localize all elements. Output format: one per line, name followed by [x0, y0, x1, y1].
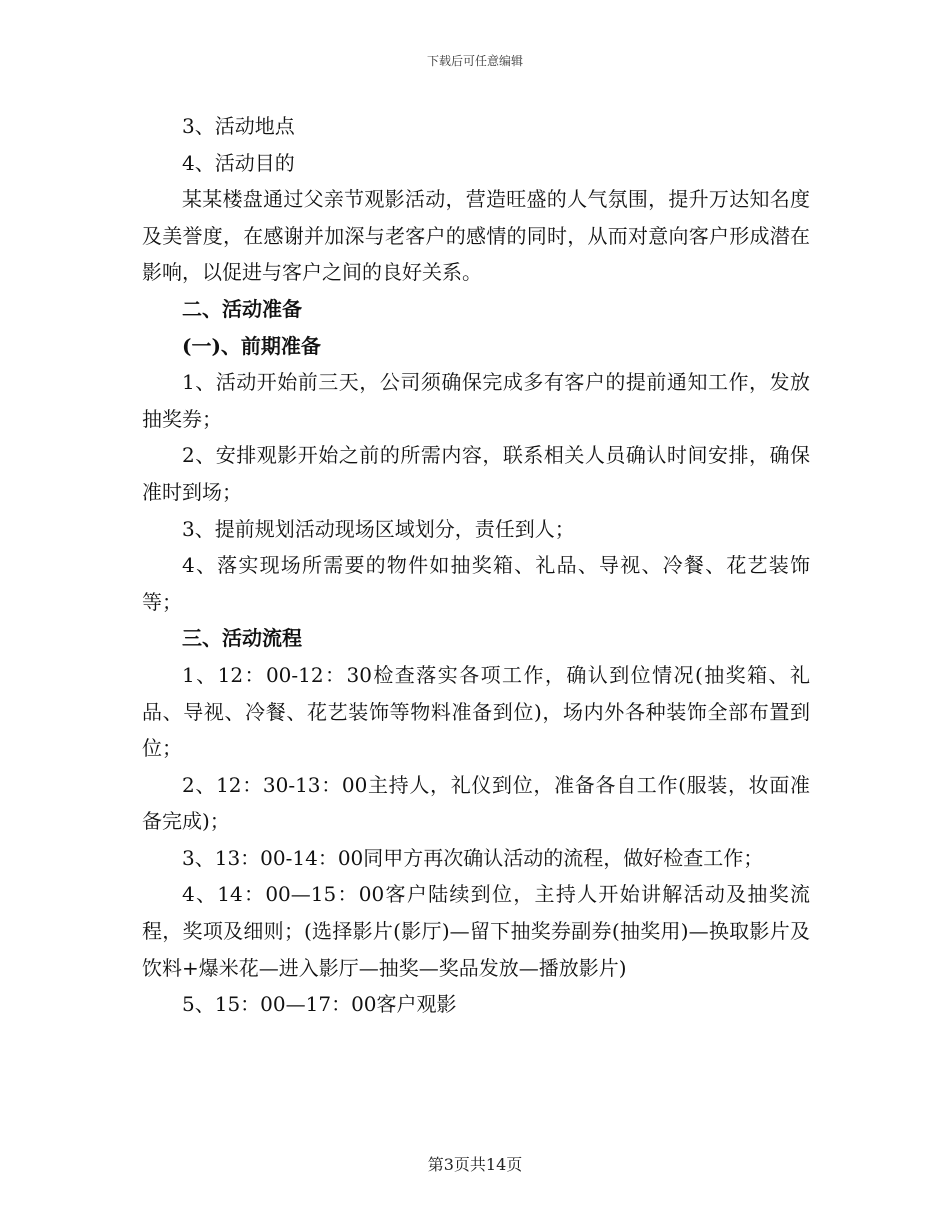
process-item-4: 4、14：00—15：00客户陆续到位，主持人开始讲解活动及抽奖流程，奖项及细则；(选择影片(影厅)—留下抽奖券副券(抽奖用)—换取影片及饮料+爆米花—进入影厅—抽奖—奖品发放—播放影片)	[142, 882, 810, 980]
subsection-heading-early-preparation: (一)、前期准备	[182, 333, 321, 358]
preparation-item-4: 4、落实现场所需要的物件如抽奖箱、礼品、导视、冷餐、花艺装饰等；	[142, 553, 810, 614]
paragraph-purpose-body: 某某楼盘通过父亲节观影活动，营造旺盛的人气氛围，提升万达知名度及美誉度，在感谢并加深与老客户的感情的同时，从而对意向客户形成潜在影响，以促进与客户之间的良好关系。	[142, 187, 810, 285]
page-header: 下载后可任意编辑	[426, 54, 523, 68]
preparation-item-2: 2、安排观影开始之前的所需内容，联系相关人员确认时间安排，确保准时到场；	[142, 443, 810, 504]
document-body	[142, 108, 810, 1023]
page-footer: 第3页共14页	[427, 1155, 523, 1174]
preparation-item-1: 1、活动开始前三天，公司须确保完成多有客户的提前通知工作，发放抽奖券；	[142, 370, 810, 431]
process-item-3: 3、13：00-14：00同甲方再次确认活动的流程，做好检查工作；	[182, 845, 764, 870]
section-heading-process: 三、活动流程	[182, 626, 302, 651]
process-item-5: 5、15：00—17：00客户观影	[182, 992, 457, 1017]
section-heading-preparation: 二、活动准备	[182, 296, 302, 321]
paragraph-location-item: 3、活动地点	[182, 114, 295, 138]
paragraph-purpose-item: 4、活动目的	[182, 150, 295, 175]
preparation-item-3: 3、提前规划活动现场区域划分，责任到人；	[182, 516, 575, 541]
process-item-1: 1、12：00-12：30检查落实各项工作，确认到位情况(抽奖箱、礼品、导视、冷餐、花艺装饰等物料准备到位)，场内外各种装饰全部布置到位；	[142, 662, 810, 761]
process-item-2: 2、12：30-13：00主持人，礼仪到位，准备各自工作(服装，妆面准备完成)；	[142, 772, 810, 834]
